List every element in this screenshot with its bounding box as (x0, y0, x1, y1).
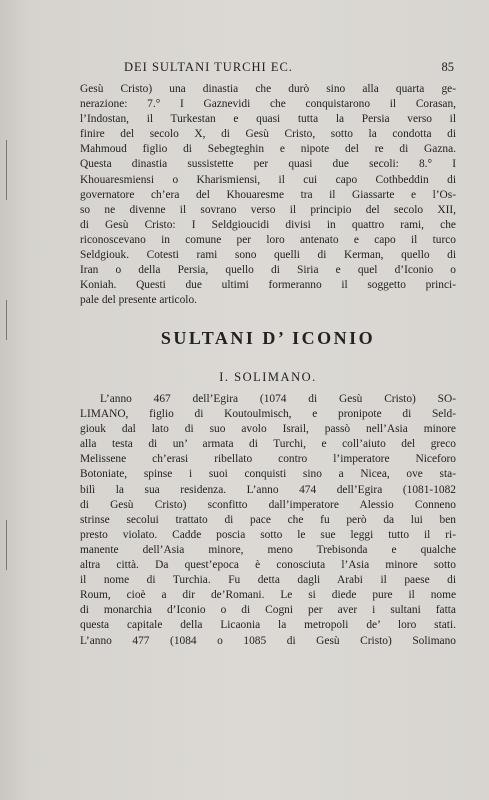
text-line: presto violato. Cadde poscia sotto le sue leggi tutto il ri- (80, 528, 456, 541)
text-line: il nome di Turchia. Fu detta dagli Arabi il paese di (80, 574, 456, 587)
binding-edge-mark (6, 300, 7, 340)
binding-edge-mark (6, 140, 7, 200)
text-line: riconoscevano in comune per loro antenato e capo il turco (80, 233, 456, 246)
text-line: alla testa di un’ armata di Turchi, e coll’aiuto del greco (80, 438, 456, 451)
page-header (74, 60, 454, 78)
text-line: Khouaresmiensi o Kharismiensi, il cui capo Cothbeddin di (80, 173, 456, 186)
running-head: DEI SULTANI TURCHI EC. (124, 60, 293, 74)
text-line: Koniah. Questi due ultimi formeranno il soggetto princi- (80, 279, 456, 292)
text-line: di monarchia d’Iconio o di Cogni per aver i sultani fatta (80, 604, 456, 617)
text-line: giouk dal lato di suo avolo Israil, passò nell’Asia minore (80, 423, 456, 436)
text-line: Questa dinastia sussistette per quasi due secoli: 8.° I (80, 158, 456, 171)
text-line: bilì la sua residenza. L’anno 474 dell’Egira (1081-1082 (80, 483, 456, 496)
text-line: so ne divenne il sovrano verso il principio del secolo XII, (80, 203, 456, 216)
body-paragraph (80, 392, 456, 649)
text-line: questa capitale della Licaonia la metropoli de’ loro stati. (80, 619, 456, 632)
text-line: manente dell’Asia minore, meno Trebisonda e qualche (80, 543, 456, 556)
text-line: LIMANO, figlio di Koutoulmisch, e pronipote di Seld- (80, 408, 456, 421)
text-line: Botoniate, spinse i suoi conquisti sino a Nicea, ove sta- (80, 468, 456, 481)
text-line: strinse secolui trattato di pace che fu però da lui ben (80, 513, 456, 526)
text-line: Seldgiouk. Cotesti rami sono quelli di Kerman, quello di (80, 249, 456, 262)
text-line: l’Indostan, il Turkestan e quasi tutta la Persia verso il (80, 113, 456, 126)
text-line: di Gesù Cristo) sconfitto dall’imperatore Alessio Conneno (80, 498, 456, 511)
text-line: L’anno 467 dell’Egira (1074 di Gesù Cristo) SO- (100, 393, 456, 405)
section-title: SULTANI D’ ICONIO (160, 328, 376, 348)
text-line: pale del presente articolo. (80, 294, 198, 307)
text-line: finire del secolo X, di Gesù Cristo, sotto la condotta di (80, 128, 456, 141)
page-number: 85 (441, 60, 454, 74)
text-line: Mahmoud figlio di Sebegteghin e nipote del re di Gazna. (80, 143, 456, 156)
text-line: Melissene ch’erasi ribellato contro l’imperatore Niceforo (80, 453, 456, 466)
chapter-subheading: I. SOLIMANO. (219, 370, 317, 384)
text-line: nerazione: 7.° I Gaznevidi che conquistarono il Corasan, (80, 98, 456, 111)
text-line: Gesù Cristo) una dinastia che durò sino alla quarta ge- (80, 83, 456, 95)
text-line: altra città. Da quest’epoca è conosciuta l’Asia minore sotto (80, 559, 456, 572)
text-line: Iran o della Persia, quello di Siria e quel d’Iconio o (80, 264, 456, 277)
intro-paragraph (80, 82, 456, 308)
binding-edge-mark (6, 520, 7, 570)
text-line: governatore ch’era del Khouaresme tra il Giassarte e l’Os- (80, 188, 456, 201)
text-line: di Gesù Cristo: I Seldgioucidi divisi in quattro rami, che (80, 218, 456, 231)
text-line: L’anno 477 (1084 o 1085 di Gesù Cristo) Solimano (80, 634, 456, 647)
text-line: Roum, cioè a dir de’Romani. Le si diede pure il nome (80, 589, 456, 602)
